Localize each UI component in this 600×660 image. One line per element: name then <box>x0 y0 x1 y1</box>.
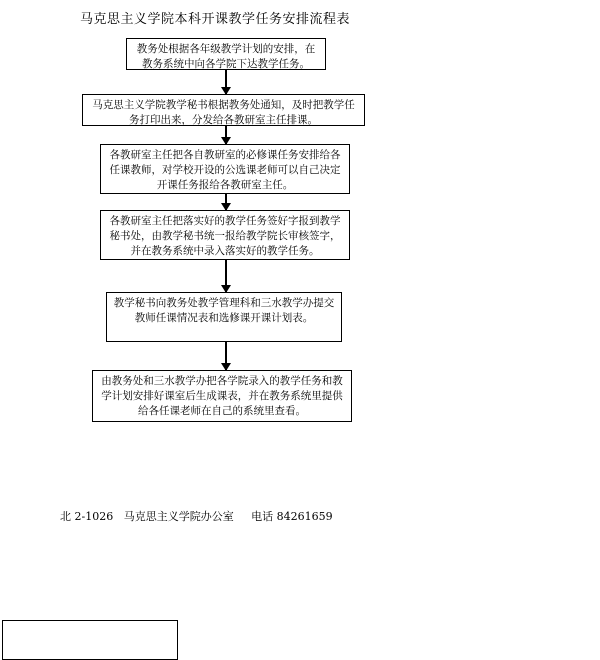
flow-step-1: 教务处根据各年级教学计划的安排，在教务系统中向各学院下达教学任务。 <box>126 38 326 70</box>
page-title: 马克思主义学院本科开课教学任务安排流程表 <box>79 12 350 27</box>
flow-step-2: 马克思主义学院教学秘书根据教务处通知，及时把教学任务打印出来，分发给各教研室主任排课。 <box>82 94 365 126</box>
empty-frame <box>2 620 178 660</box>
flow-step-5: 教学秘书向教务处教学管理科和三水教学办提交教师任课情况表和选修课开课计划表。 <box>106 292 342 342</box>
flow-arrow-1 <box>225 70 227 94</box>
flow-step-4: 各教研室主任把落实好的教学任务签好字报到教学秘书处，由教学秘书统一报给教学院长审核签字，并在教务系统中录入落实好的教学任务。 <box>100 210 350 260</box>
flow-step-3: 各教研室主任把各自教研室的必修课任务安排给各任课教师，对学校开设的公选课老师可以自己决定开课任务报给各教研室主任。 <box>100 144 350 194</box>
flow-step-6: 由教务处和三水教学办把各学院录入的教学任务和教学计划安排好课室后生成课表，并在教务系统里提供给各任课老师在自己的系统里查看。 <box>92 370 352 422</box>
flow-arrow-3 <box>225 194 227 210</box>
flow-arrow-4 <box>225 260 227 292</box>
flow-arrow-2 <box>225 126 227 144</box>
office-contact-footer: 北 2-1026 马克思主义学院办公室 电话 84261659 <box>60 510 333 523</box>
flow-arrow-5 <box>225 342 227 370</box>
